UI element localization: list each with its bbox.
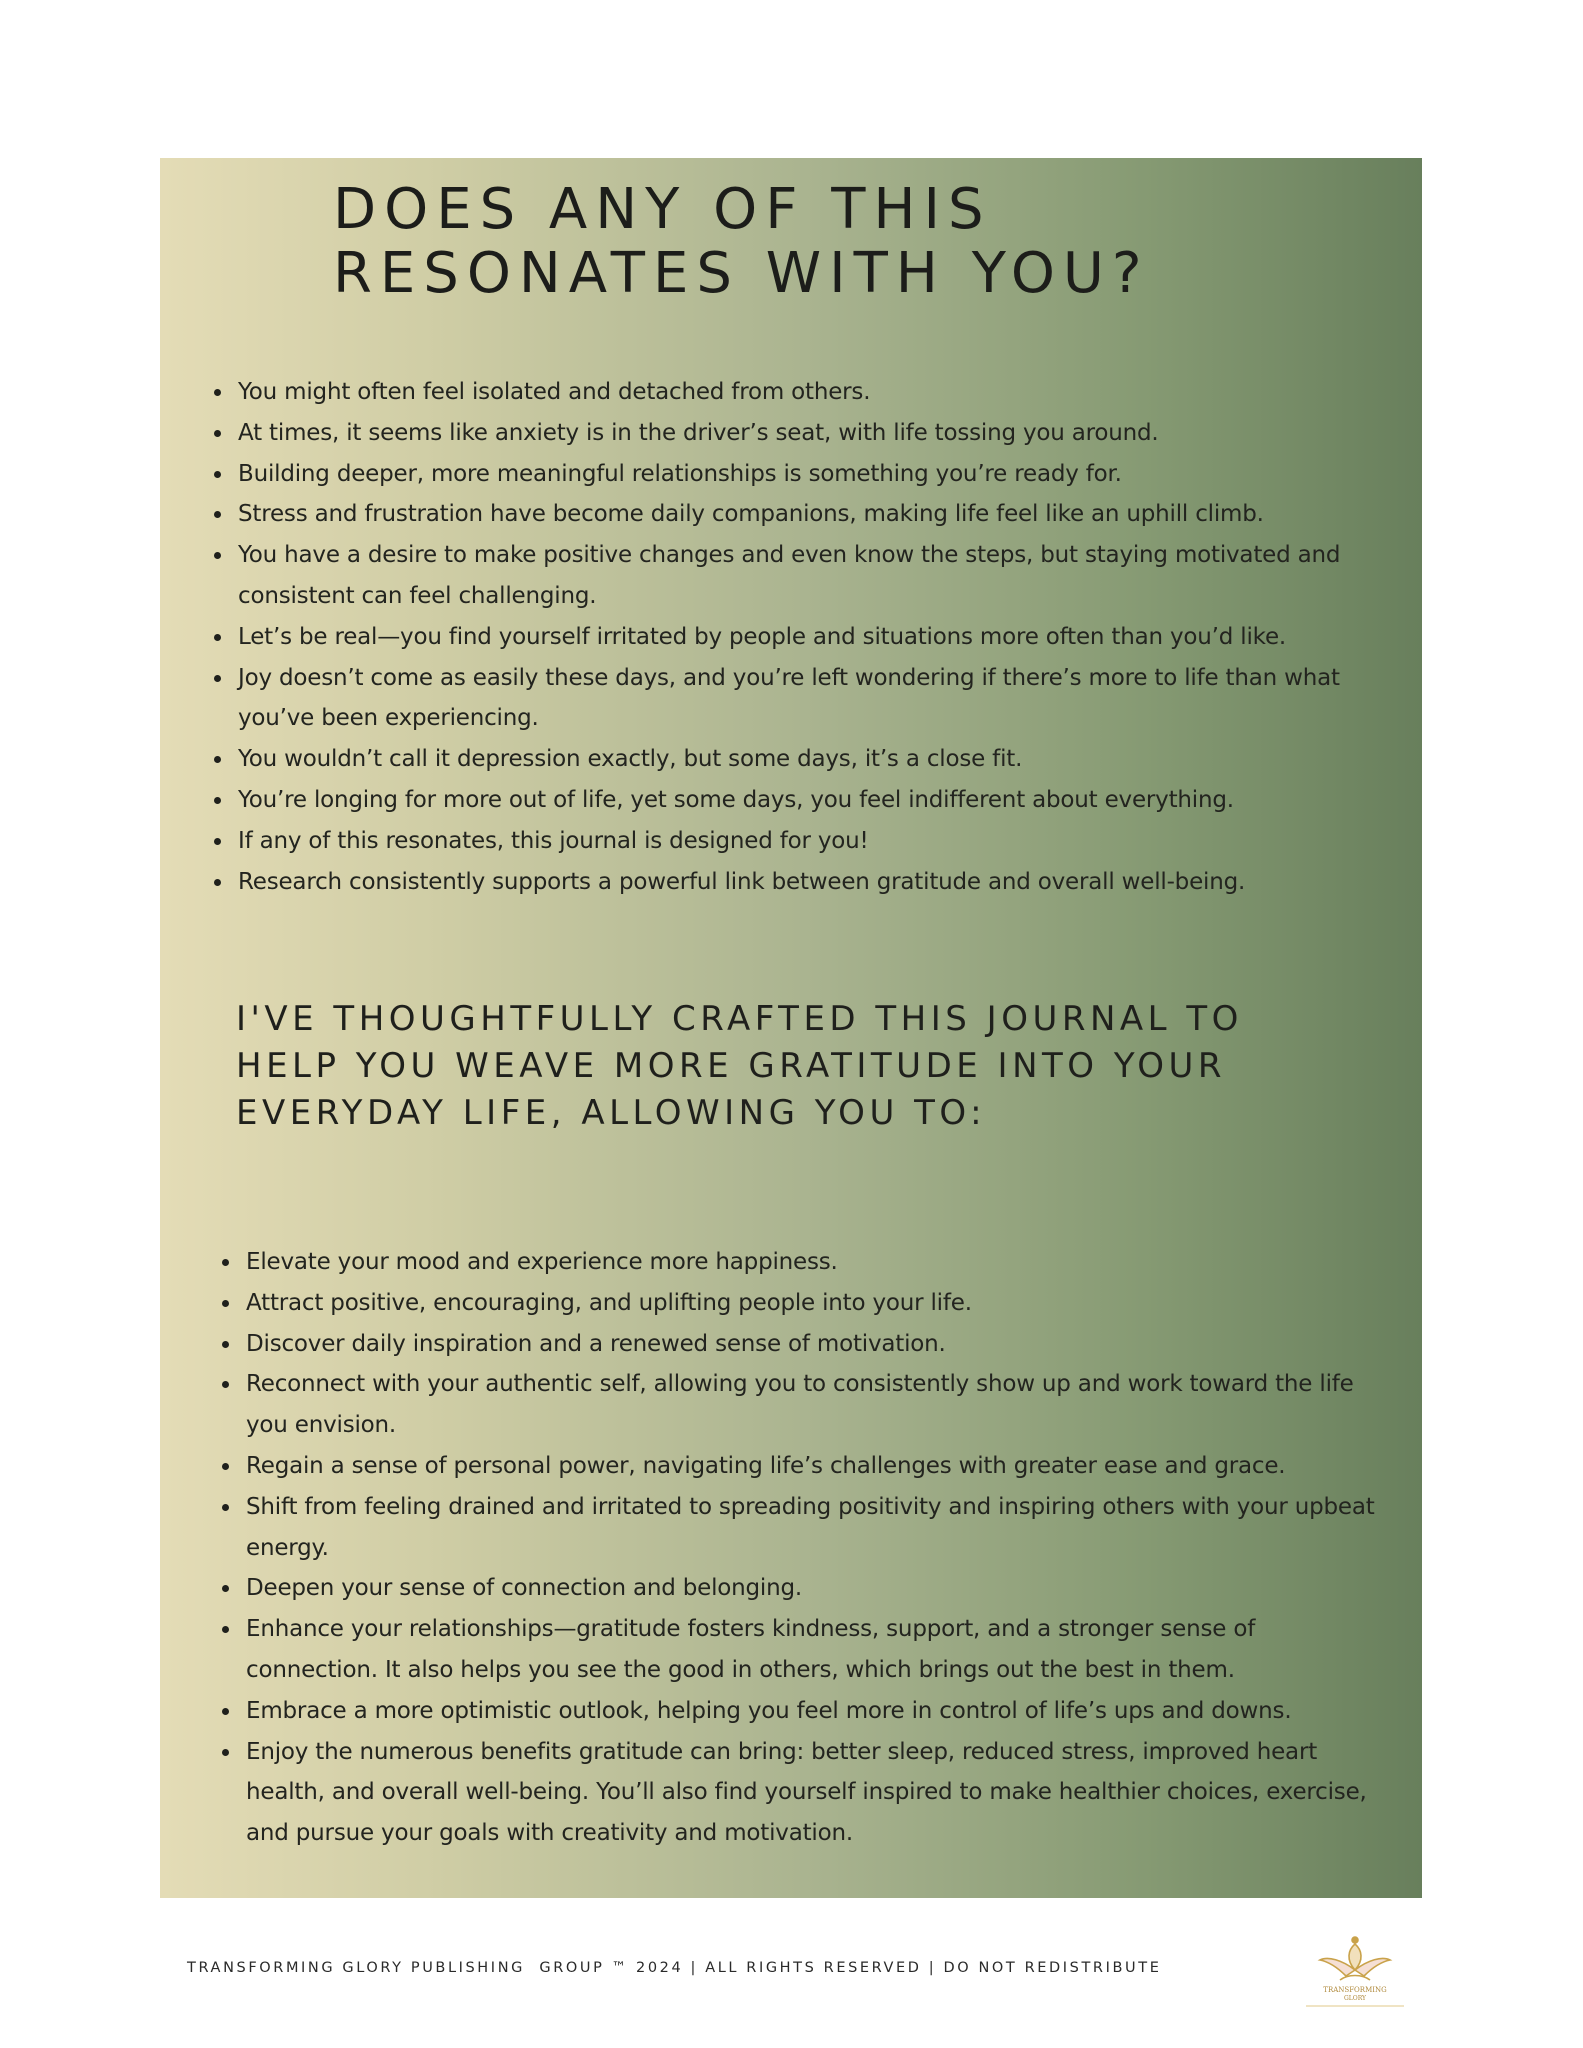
subtitle-line-2: HELP YOU WEAVE MORE GRATITUDE INTO YOUR <box>236 1046 1227 1086</box>
list-item: You might often feel isolated and detached from others. <box>208 372 1368 413</box>
list-item: Stress and frustration have become daily companions, making life feel like an uphill climb. <box>208 494 1368 535</box>
list-item: Enjoy the numerous benefits gratitude can bring: better sleep, reduced stress, improved heart health, and overall well-being. You’ll also find yourself inspired to make healthier choices, exercise, and pursue your goals with creativity and motivation. <box>216 1732 1381 1854</box>
list-item: Research consistently supports a powerful link between gratitude and overall well-being. <box>208 862 1368 903</box>
footer-copyright: TRANSFORMING GLORY PUBLISHING GROUP ™ 2024 | ALL RIGHTS RESERVED | DO NOT REDISTRIBUTE <box>187 1960 1162 1976</box>
list-item: Embrace a more optimistic outlook, helping you feel more in control of life’s ups and downs. <box>216 1691 1381 1732</box>
list-item: Shift from feeling drained and irritated to spreading positivity and inspiring others with your upbeat energy. <box>216 1487 1381 1569</box>
list-item: Building deeper, more meaningful relationships is something you’re ready for. <box>208 454 1368 495</box>
list-item: Deepen your sense of connection and belonging. <box>216 1568 1381 1609</box>
list-item: Enhance your relationships—gratitude fosters kindness, support, and a stronger sense of connection. It also helps you see the good in others, which brings out the best in them. <box>216 1609 1381 1691</box>
page-title <box>333 178 1150 306</box>
benefits-list <box>216 1242 1381 1854</box>
title-line-1: DOES ANY OF THIS <box>333 177 992 242</box>
list-item: Attract positive, encouraging, and uplifting people into your life. <box>216 1283 1381 1324</box>
list-item: You wouldn’t call it depression exactly, but some days, it’s a close fit. <box>208 739 1368 780</box>
list-item: Reconnect with your authentic self, allowing you to consistently show up and work toward the life you envision. <box>216 1364 1381 1446</box>
logo-text-line-1: TRANSFORMING <box>1323 1986 1387 1994</box>
list-item: Regain a sense of personal power, navigating life’s challenges with greater ease and grace. <box>216 1446 1381 1487</box>
list-item: Discover daily inspiration and a renewed sense of motivation. <box>216 1324 1381 1365</box>
logo-text-line-2: GLORY <box>1344 1995 1366 2002</box>
list-item: Joy doesn’t come as easily these days, and you’re left wondering if there’s more to life than what you’ve been experiencing. <box>208 658 1368 740</box>
subtitle-line-1: I'VE THOUGHTFULLY CRAFTED THIS JOURNAL TO <box>236 999 1243 1039</box>
list-item: Let’s be real—you find yourself irritated by people and situations more often than you’d like. <box>208 617 1368 658</box>
resonance-list <box>208 372 1368 902</box>
list-item: You’re longing for more out of life, yet some days, you feel indifferent about everything. <box>208 780 1368 821</box>
content-panel <box>160 158 1422 1898</box>
title-line-2: RESONATES WITH YOU? <box>333 241 1150 306</box>
section-subtitle <box>236 996 1416 1137</box>
list-item: If any of this resonates, this journal is designed for you! <box>208 821 1368 862</box>
publisher-logo-icon <box>1306 1930 1404 2008</box>
list-item: At times, it seems like anxiety is in the driver’s seat, with life tossing you around. <box>208 413 1368 454</box>
list-item: You have a desire to make positive changes and even know the steps, but staying motivated and consistent can feel challenging. <box>208 535 1368 617</box>
subtitle-line-3: EVERYDAY LIFE, ALLOWING YOU TO: <box>236 1093 987 1133</box>
list-item: Elevate your mood and experience more happiness. <box>216 1242 1381 1283</box>
